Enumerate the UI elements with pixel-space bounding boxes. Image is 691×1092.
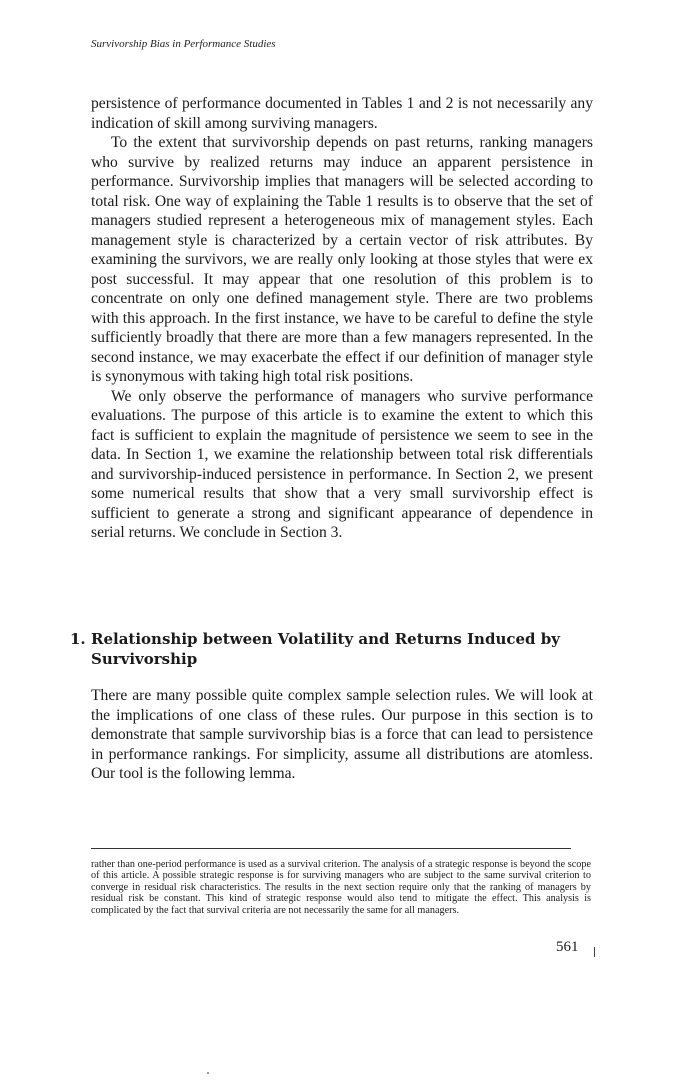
page-number: 561: [556, 939, 579, 955]
paragraph-continuation: persistence of performance documented in Tables 1 and 2 is not necessarily any indication of skill among surviving managers.: [91, 95, 593, 132]
section-heading: [70, 629, 590, 669]
section-body: [91, 686, 593, 784]
footnote: rather than one-period performance is used as a survival criterion. The analysis of a strategic response is beyond the scope of this article. A possible strategic response is for surviving managers who are subject to the same survival criterion to converge in residual risk characteristics. The results in the next section require only that the ranking of managers by residual risk be constant. This kind of strategic response would also tend to mitigate the effect. This analysis is complicated by the fact that survival criteria are not necessarily the same for all managers.: [91, 859, 591, 916]
section-title: Relationship between Volatility and Returns Induced by Survivorship: [91, 630, 560, 668]
paragraph-selection-rules: There are many possible quite complex sample selection rules. We will look at the implications of one class of these rules. Our purpose in this section is to demonstrate that sample survivorship bias is a force that can lead to persistence in performance rankings. For simplicity, assume all distributions are atomless. Our tool is the following lemma.: [91, 687, 593, 782]
page-edge-mark: [594, 947, 595, 957]
intro-text: [91, 94, 593, 543]
paragraph-article-purpose: We only observe the performance of managers who survive performance evaluations. The purpose of this article is to examine the extent to which this fact is sufficient to explain the magnitude of persistence we seem to see in the data. In Section 1, we examine the relationship between total risk differentials and survivorship-induced persistence in performance. In Section 2, we present some numerical results that show that a very small survivorship effect is sufficient to generate a strong and significant appearance of dependence in serial returns. We conclude in Section 3.: [91, 387, 593, 541]
paragraph-survivorship-risk: To the extent that survivorship depends on past returns, ranking managers who survive by realized returns may induce an apparent persistence in performance. Survivorship implies that managers will be selected according to total risk. One way of explaining the Table 1 results is to observe that the set of managers studied represent a heterogeneous mix of management styles. Each management style is characterized by a certain vector of risk attributes. By examining the survivors, we are really only looking at those styles that were ex post successful. It may appear that one resolution of this problem is to concentrate on only one defined management style. There are two problems with this approach. In the first instance, we have to be careful to define the style sufficiently broadly that there are more than a few managers represented. In the second instance, we may exacerbate the effect if our definition of manager style is synonymous with taking high total risk positions.: [91, 134, 593, 385]
footnote-rule: [91, 848, 571, 849]
running-head: Survivorship Bias in Performance Studies: [91, 38, 276, 50]
section-number: 1.: [70, 630, 86, 648]
scan-speck: [207, 1072, 209, 1074]
